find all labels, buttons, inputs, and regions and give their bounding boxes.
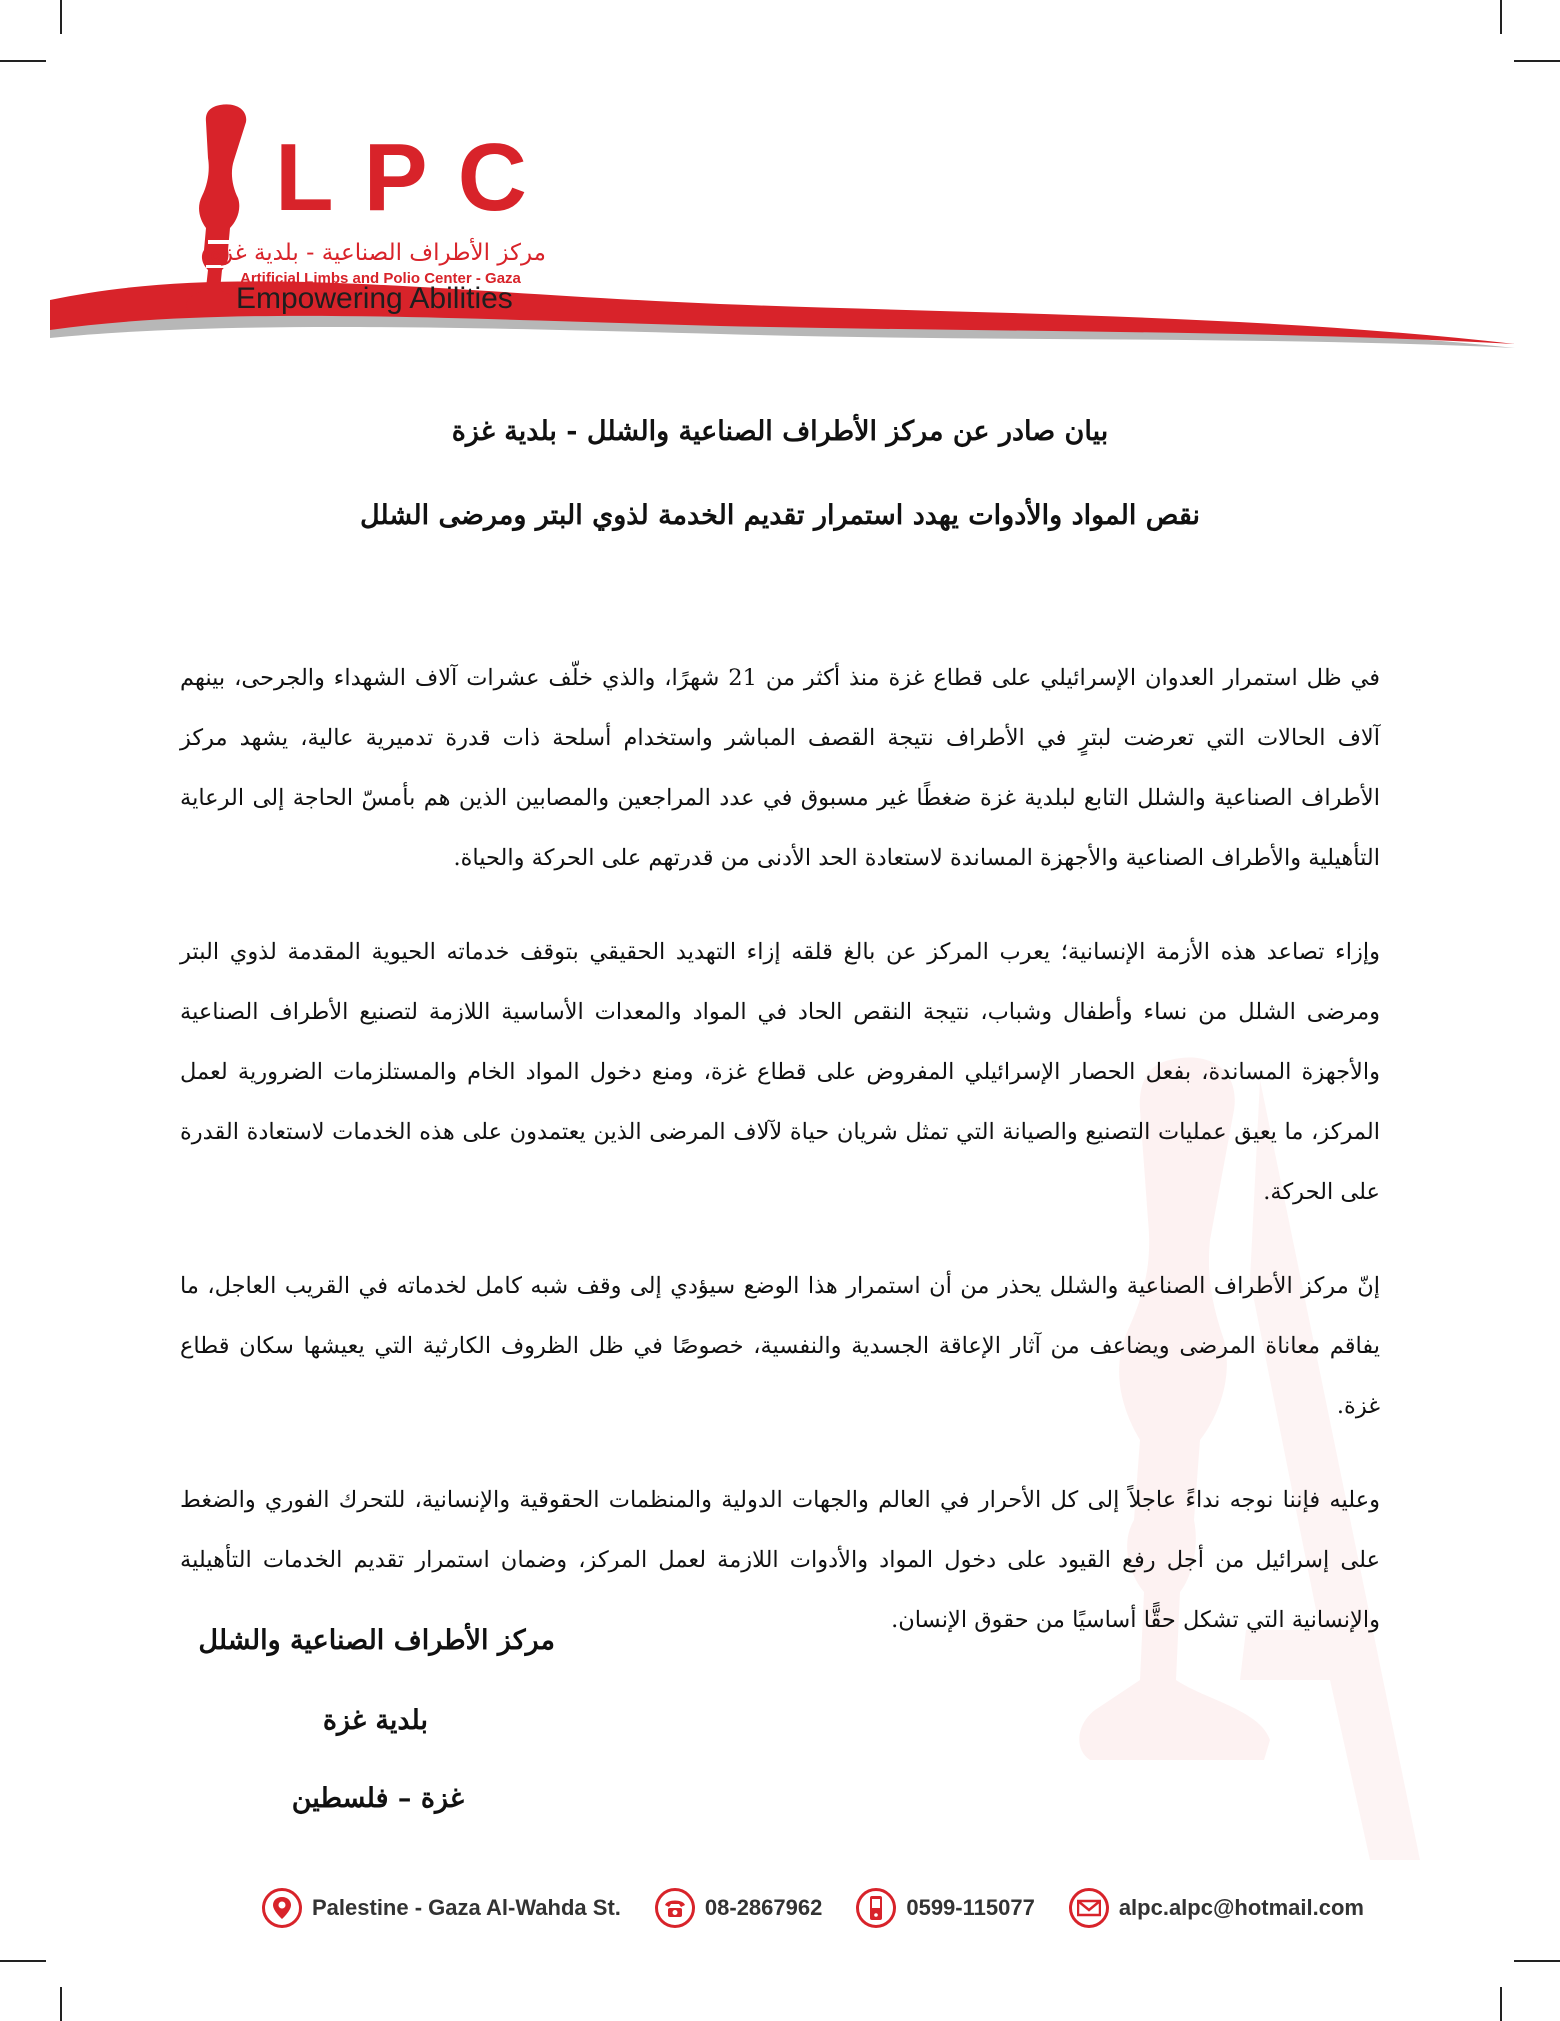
signature-location: غزة – فلسطين xyxy=(291,1783,464,1814)
footer-email xyxy=(1069,1888,1364,1928)
crop-mark xyxy=(60,1987,62,2021)
logo-english-name: Artificial Limbs and Polio Center - Gaza xyxy=(240,270,521,287)
logo-tagline: Empowering Abilities xyxy=(236,282,513,315)
signature-municipality: بلدية غزة xyxy=(322,1705,428,1736)
telephone-icon xyxy=(655,1888,695,1928)
logo-letters: LPC xyxy=(275,124,557,231)
crop-mark xyxy=(1500,1987,1502,2021)
body-paragraph: في ظل استمرار العدوان الإسرائيلي على قطاع غزة منذ أكثر من 21 شهرًا، والذي خلّف عشرات آلاف الشهداء والجرحى، بينهم آلاف الحالات التي تعرضت لبترٍ في الأطراف نتيجة القصف المباشر واستخدام أسلحة ذات قدرة تدميرية عالية، يشهد مركز الأطراف الصناعية والشلل التابع لبلدية غزة ضغطًا غير مسبوق في عدد المراجعين والمصابين الذين هم بأمسّ الحاجة إلى الرعاية التأهيلية والأطراف الصناعية والأجهزة المساندة لاستعادة الحد الأدنى من قدرتهم على الحركة والحياة. xyxy=(180,665,1380,871)
statement-title: بيان صادر عن مركز الأطراف الصناعية والشلل - بلدية غزة xyxy=(451,416,1109,447)
location-pin-icon xyxy=(262,1888,302,1928)
email-link[interactable]: alpc.alpc@hotmail.com xyxy=(1118,1895,1364,1920)
statement-body xyxy=(180,648,1380,1684)
body-paragraph: وإزاء تصاعد هذه الأزمة الإنسانية؛ يعرب المركز عن بالغ قلقه إزاء التهديد الحقيقي بتوقف خدماته الحيوية المقدمة لذوي البتر ومرضى الشلل من نساء وأطفال وشباب، نتيجة النقص الحاد في المواد والمعدات الأساسية اللازمة لتصنيع الأطراف الصناعية والأجهزة المساندة، بفعل الحصار الإسرائيلي المفروض على قطاع غزة، ومنع دخول المواد الخام والمستلزمات الضرورية لعمل المركز، ما يعيق عمليات التصنيع والصيانة التي تمثل شريان حياة لآلاف المرضى الذين يعتمدون على هذه الخدمات لاستعادة القدرة على الحركة. xyxy=(180,939,1380,1205)
contact-footer xyxy=(262,1880,1362,1936)
crop-mark xyxy=(1514,1960,1560,1962)
logo-arabic-name: مركز الأطراف الصناعية - بلدية غزة xyxy=(209,240,546,266)
mobile-text[interactable]: 0599-115077 xyxy=(906,1895,1035,1920)
footer-phone xyxy=(655,1888,822,1928)
envelope-icon xyxy=(1069,1888,1109,1928)
crop-mark xyxy=(0,1960,46,1962)
address-text: Palestine - Gaza Al-Wahda St. xyxy=(312,1895,621,1920)
letterhead xyxy=(0,0,1560,360)
body-paragraph: إنّ مركز الأطراف الصناعية والشلل يحذر من أن استمرار هذا الوضع سيؤدي إلى وقف شبه كامل لخدماته في القريب العاجل، ما يفاقم معاناة المرضى ويضاعف من آثار الإعاقة الجسدية والنفسية، خصوصًا في ظل الظروف الكارثية التي يعيشها سكان قطاع غزة. xyxy=(180,1273,1380,1419)
body-paragraph: وعليه فإننا نوجه نداءً عاجلاً إلى كل الأحرار في العالم والجهات الدولية والمنظمات الحقوقية والإنسانية، للتحرك الفوري والضغط على إسرائيل من أجل رفع القيود على دخول المواد والأدوات اللازمة لعمل المركز، وضمان استمرار تقديم الخدمات التأهيلية والإنسانية التي تشكل حقًّا أساسيًا من حقوق الإنسان. xyxy=(180,1487,1380,1633)
signature-org: مركز الأطراف الصناعية والشلل xyxy=(198,1625,555,1656)
phone-text[interactable]: 08-2867962 xyxy=(704,1895,823,1920)
statement-subtitle: نقص المواد والأدوات يهدد استمرار تقديم الخدمة لذوي البتر ومرضى الشلل xyxy=(359,500,1201,531)
footer-address xyxy=(262,1888,621,1928)
footer-mobile xyxy=(856,1888,1034,1928)
mobile-phone-icon xyxy=(856,1888,896,1928)
